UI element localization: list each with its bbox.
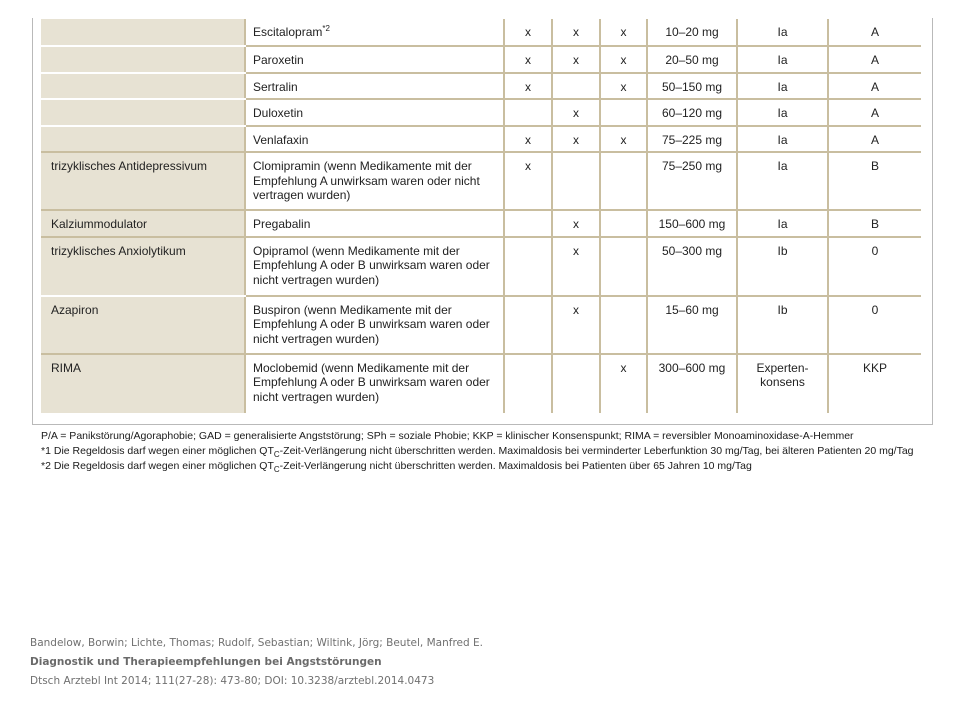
evidence-cell: Ia [737, 152, 828, 210]
citation-authors: Bandelow, Borwin; Lichte, Thomas; Rudolf, Sebastian; Wiltink, Jörg; Beutel, Manfred E. [30, 637, 483, 649]
table-row [41, 19, 921, 46]
evidence-cell: Ia [737, 126, 828, 153]
evidence-cell: Ib [737, 237, 828, 296]
recommendation-cell: KKP [828, 354, 921, 413]
abbreviations-note: P/A = Panikstörung/Agoraphobie; GAD = generalisierte Angststörung; SPh = soziale Phobie; KKP = klinischer Konsenspunkt; RIMA = reversibler Monoaminoxidase-A-Hemmer [41, 430, 854, 442]
sph-mark [600, 152, 647, 210]
table-row [41, 210, 921, 237]
dose-cell: 150–600 mg [647, 210, 737, 237]
table-footnotes [41, 429, 941, 474]
table-row [41, 354, 921, 413]
pa-mark [504, 354, 552, 413]
dose-cell: 75–250 mg [647, 152, 737, 210]
recommendation-cell: 0 [828, 237, 921, 296]
recommendation-cell: 0 [828, 296, 921, 354]
recommendation-cell: B [828, 152, 921, 210]
dose-cell: 15–60 mg [647, 296, 737, 354]
sph-mark: x [600, 126, 647, 153]
footnote-2: *2 Die Regeldosis darf wegen einer möglichen $QT_C-Zeit$-Verlängerung nicht überschritten werden. Maximaldosis bei Patienten über 65 Jahren 10 mg/Tag [41, 460, 752, 475]
drug-cell [245, 73, 504, 100]
dose-cell: 60–120 mg [647, 99, 737, 126]
gad-mark: x [552, 19, 600, 46]
drug-name: Duloxetin [253, 106, 304, 120]
dose-cell: 50–300 mg [647, 237, 737, 296]
sph-mark: x [600, 73, 647, 100]
sph-mark: x [600, 19, 647, 46]
gad-mark [552, 152, 600, 210]
dose-cell: 10–20 mg [647, 19, 737, 46]
drug-name: Clomipramin (wenn Medikamente mit der Empfehlung A unwirksam waren oder nicht vertragen wurden) [253, 159, 480, 202]
recommendation-cell: A [828, 99, 921, 126]
evidence-cell: Ia [737, 73, 828, 100]
drug-name: Sertralin [253, 79, 298, 94]
sph-mark [600, 296, 647, 354]
gad-mark: x [552, 237, 600, 296]
drug-cell [245, 237, 504, 296]
table-row [41, 237, 921, 296]
class-cell [41, 46, 245, 73]
class-cell: RIMA [41, 354, 245, 413]
citation-source: Dtsch Arztebl Int 2014; 111(27-28): 473-80; DOI: 10.3238/arztebl.2014.0473 [30, 675, 435, 687]
gad-mark: x [552, 126, 600, 153]
table-row [41, 152, 921, 210]
table-row [41, 296, 921, 354]
drug-cell [245, 210, 504, 237]
evidence-cell: Experten-konsens [737, 354, 828, 413]
drug-name: Escitalopram [253, 25, 323, 39]
drug-cell [245, 126, 504, 153]
pa-mark [504, 99, 552, 126]
drug-cell [245, 19, 504, 46]
gad-mark [552, 354, 600, 413]
evidence-cell: Ia [737, 210, 828, 237]
drug-cell [245, 296, 504, 354]
table-row [41, 126, 921, 153]
dose-cell: 20–50 mg [647, 46, 737, 73]
class-cell [41, 73, 245, 100]
dose-cell: 50–150 mg [647, 73, 737, 100]
citation [30, 634, 483, 691]
pa-mark [504, 237, 552, 296]
dose-cell: 75–225 mg [647, 126, 737, 153]
drug-name: Venlafaxin [253, 132, 309, 147]
drug-name: Pregabalin [253, 217, 311, 231]
recommendation-cell: A [828, 73, 921, 100]
pa-mark [504, 296, 552, 354]
table-row [41, 99, 921, 126]
evidence-cell: Ia [737, 46, 828, 73]
table-row [41, 73, 921, 100]
evidence-cell: Ia [737, 19, 828, 46]
sph-mark [600, 210, 647, 237]
gad-mark: x [552, 210, 600, 237]
footnote-1-mark: *1 [41, 445, 51, 457]
class-cell [41, 19, 245, 46]
dose-cell: 300–600 mg [647, 354, 737, 413]
footnote-1: *1 Die Regeldosis darf wegen einer möglichen $QT_C-Zeit$-Verlängerung nicht überschritten werden. Maximaldosis bei verminderter Leberfunktion 30 mg/Tag, bei älteren Patienten 20 mg/Tag [41, 445, 914, 460]
drug-cell [245, 152, 504, 210]
class-cell: Kalziummodulator [41, 210, 245, 237]
pa-mark: x [504, 19, 552, 46]
class-cell: trizyklisches Anxiolytikum [41, 237, 245, 296]
drug-name: Buspiron (wenn Medikamente mit der Empfehlung A oder B unwirksam waren oder nicht vertragen wurden) [253, 302, 490, 346]
pa-mark: x [504, 73, 552, 100]
class-cell: trizyklisches Antidepressivum [41, 152, 245, 210]
gad-mark: x [552, 296, 600, 354]
sph-mark: x [600, 46, 647, 73]
drug-cell [245, 46, 504, 73]
pa-mark: x [504, 126, 552, 153]
class-cell [41, 126, 245, 153]
footnote-mark: *2 [322, 24, 330, 33]
pa-mark: x [504, 152, 552, 210]
drug-name: Opipramol (wenn Medikamente mit der Empfehlung A oder B unwirksam waren oder nicht vertragen wurden) [253, 243, 490, 287]
sph-mark [600, 99, 647, 126]
recommendation-cell: A [828, 19, 921, 46]
evidence-cell: Ib [737, 296, 828, 354]
gad-mark [552, 73, 600, 100]
recommendation-cell: A [828, 46, 921, 73]
sph-mark: x [600, 354, 647, 413]
class-cell: Azapiron [41, 296, 245, 354]
drug-name: Paroxetin [253, 53, 304, 67]
drug-cell [245, 354, 504, 413]
sph-mark [600, 237, 647, 296]
drug-cell [245, 99, 504, 126]
citation-title: Diagnostik und Therapieempfehlungen bei Angststörungen [30, 656, 382, 668]
table-row [41, 46, 921, 73]
pa-mark [504, 210, 552, 237]
gad-mark: x [552, 46, 600, 73]
pa-mark: x [504, 46, 552, 73]
drug-name: Moclobemid (wenn Medikamente mit der Empfehlung A oder B unwirksam waren oder nicht vertragen wurden) [253, 360, 490, 404]
recommendation-cell: A [828, 126, 921, 153]
gad-mark: x [552, 99, 600, 126]
evidence-cell: Ia [737, 99, 828, 126]
class-cell [41, 99, 245, 126]
medication-table [41, 19, 921, 413]
recommendation-cell: B [828, 210, 921, 237]
footnote-2-mark: *2 [41, 460, 51, 472]
